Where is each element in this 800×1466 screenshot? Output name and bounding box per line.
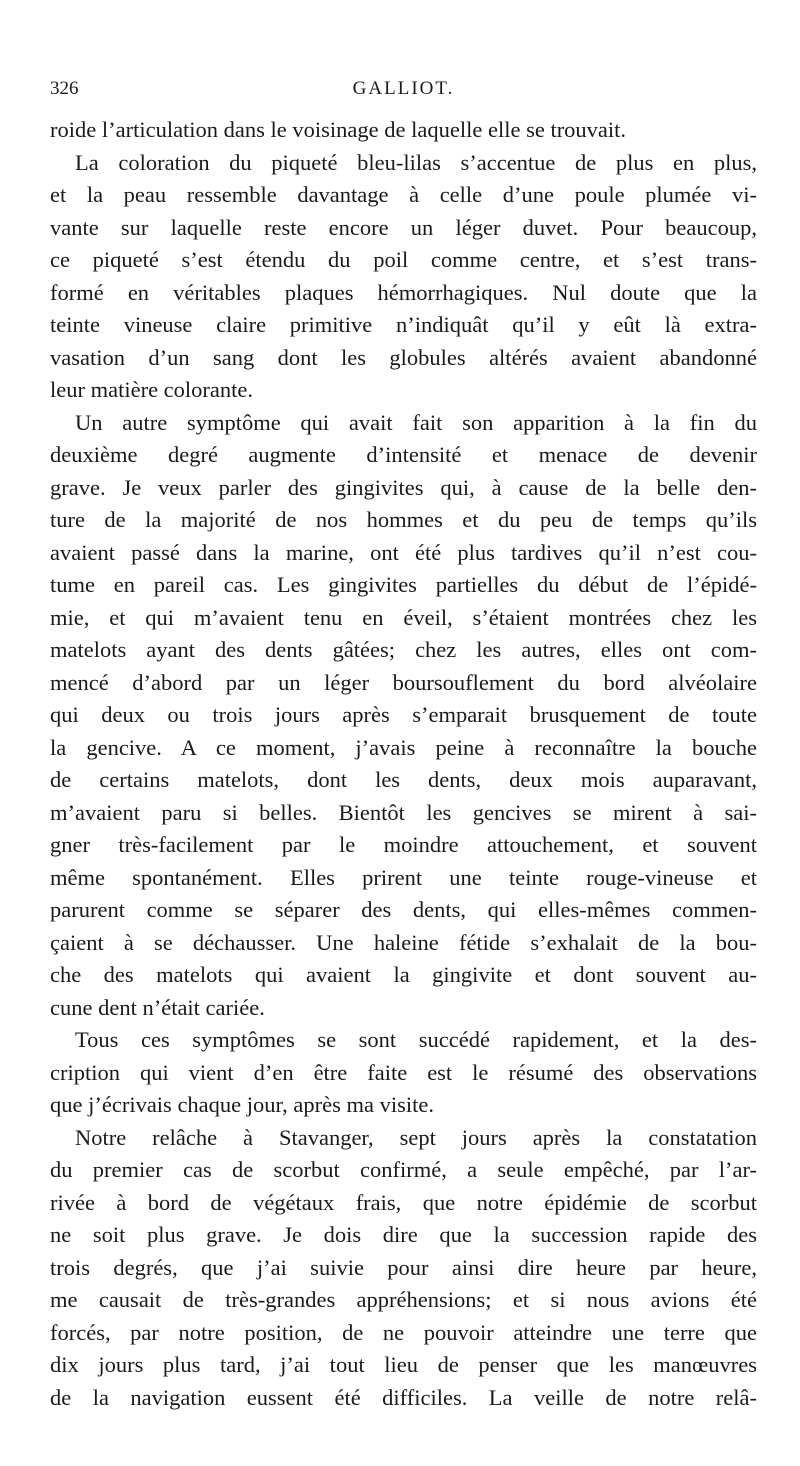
- text-line: teinte vineuse claire primitive n’indiquât qu’il y eût là extra-: [50, 312, 757, 337]
- text-line: che des matelots qui avaient la gingivite et dont souvent au-: [50, 962, 757, 987]
- text-line: m’avaient paru si belles. Bientôt les gencives se mirent à sai-: [50, 799, 757, 825]
- page-number: 326: [50, 78, 79, 99]
- text-line: mencé d’abord par un léger boursouflement du bord alvéolaire: [50, 669, 757, 695]
- text-line: forcés, par notre position, de ne pouvoir atteindre une terre que: [50, 1319, 757, 1345]
- text-line: deuxième degré augmente d’intensité et menace de devenir: [50, 442, 757, 467]
- text-line: Tous ces symptômes se sont succédé rapidement, et la des-: [75, 1027, 757, 1052]
- text-line: formé en véritables plaques hémorrhagiques. Nul doute que la: [50, 279, 757, 305]
- text-line: roide l’articulation dans le voisinage de laquelle elle se trouvait.: [50, 117, 627, 142]
- text-line: trois degrés, que j’ai suivie pour ainsi dire heure par heure,: [50, 1254, 757, 1280]
- text-line: de la navigation eussent été difficiles. La veille de notre relâ-: [50, 1384, 757, 1410]
- text-line: mie, et qui m’avaient tenu en éveil, s’étaient montrées chez les: [50, 604, 757, 630]
- text-line: de certains matelots, dont les dents, deux mois auparavant,: [50, 767, 757, 792]
- running-title: GALLIOT.: [352, 78, 455, 99]
- text-line: dix jours plus tard, j’ai tout lieu de penser que les manœuvres: [50, 1352, 757, 1377]
- text-line: tume en pareil cas. Les gingivites partielles du début de l’épidé-: [50, 572, 757, 597]
- text-line: même spontanément. Elles prirent une teinte rouge-vineuse et: [50, 864, 757, 890]
- text-line: me causait de très-grandes appréhensions; et si nous avions été: [50, 1287, 757, 1312]
- text-line: matelots ayant des dents gâtées; chez les autres, elles ont com-: [50, 637, 757, 662]
- text-line: que j’écrivais chaque jour, après ma visite.: [50, 1092, 434, 1117]
- text-line: qui deux ou trois jours après s’emparait brusquement de toute: [50, 702, 757, 727]
- text-line: leur matière colorante.: [50, 377, 254, 402]
- body-text: [50, 114, 757, 1414]
- text-line: avaient passé dans la marine, ont été plus tardives qu’il n’est cou-: [50, 539, 757, 565]
- text-line: çaient à se déchausser. Une haleine fétide s’exhalait de la bou-: [50, 929, 757, 955]
- text-line: ce piqueté s’est étendu du poil comme centre, et s’est trans-: [50, 247, 757, 272]
- text-line: vasation d’un sang dont les globules altérés avaient abandonné: [50, 344, 757, 370]
- text-line: parurent comme se séparer des dents, qui elles-mêmes commen-: [50, 897, 757, 922]
- text-line: vante sur laquelle reste encore un léger duvet. Pour beaucoup,: [50, 214, 757, 240]
- text-line: et la peau ressemble davantage à celle d’une poule plumée vi-: [50, 182, 757, 207]
- text-line: gner très-facilement par le moindre attouchement, et souvent: [50, 832, 757, 857]
- text-line: Un autre symptôme qui avait fait son apparition à la fin du: [75, 409, 757, 435]
- page-header: [50, 78, 757, 108]
- text-line: cription qui vient d’en être faite est le résumé des observations: [50, 1059, 757, 1085]
- text-line: du premier cas de scorbut confirmé, a seule empêché, par l’ar-: [50, 1157, 757, 1182]
- text-line: La coloration du piqueté bleu-lilas s’accentue de plus en plus,: [75, 149, 757, 175]
- text-line: cune dent n’était cariée.: [50, 994, 265, 1020]
- text-line: la gencive. A ce moment, j’avais peine à reconnaître la bouche: [50, 734, 757, 760]
- text-line: grave. Je veux parler des gingivites qui, à cause de la belle den-: [50, 474, 757, 500]
- text-line: rivée à bord de végétaux frais, que notre épidémie de scorbut: [50, 1189, 757, 1215]
- text-line: ne soit plus grave. Je dois dire que la succession rapide des: [50, 1222, 757, 1247]
- text-line: Notre relâche à Stavanger, sept jours après la constatation: [75, 1124, 757, 1150]
- text-line: ture de la majorité de nos hommes et du peu de temps qu’ils: [50, 507, 757, 532]
